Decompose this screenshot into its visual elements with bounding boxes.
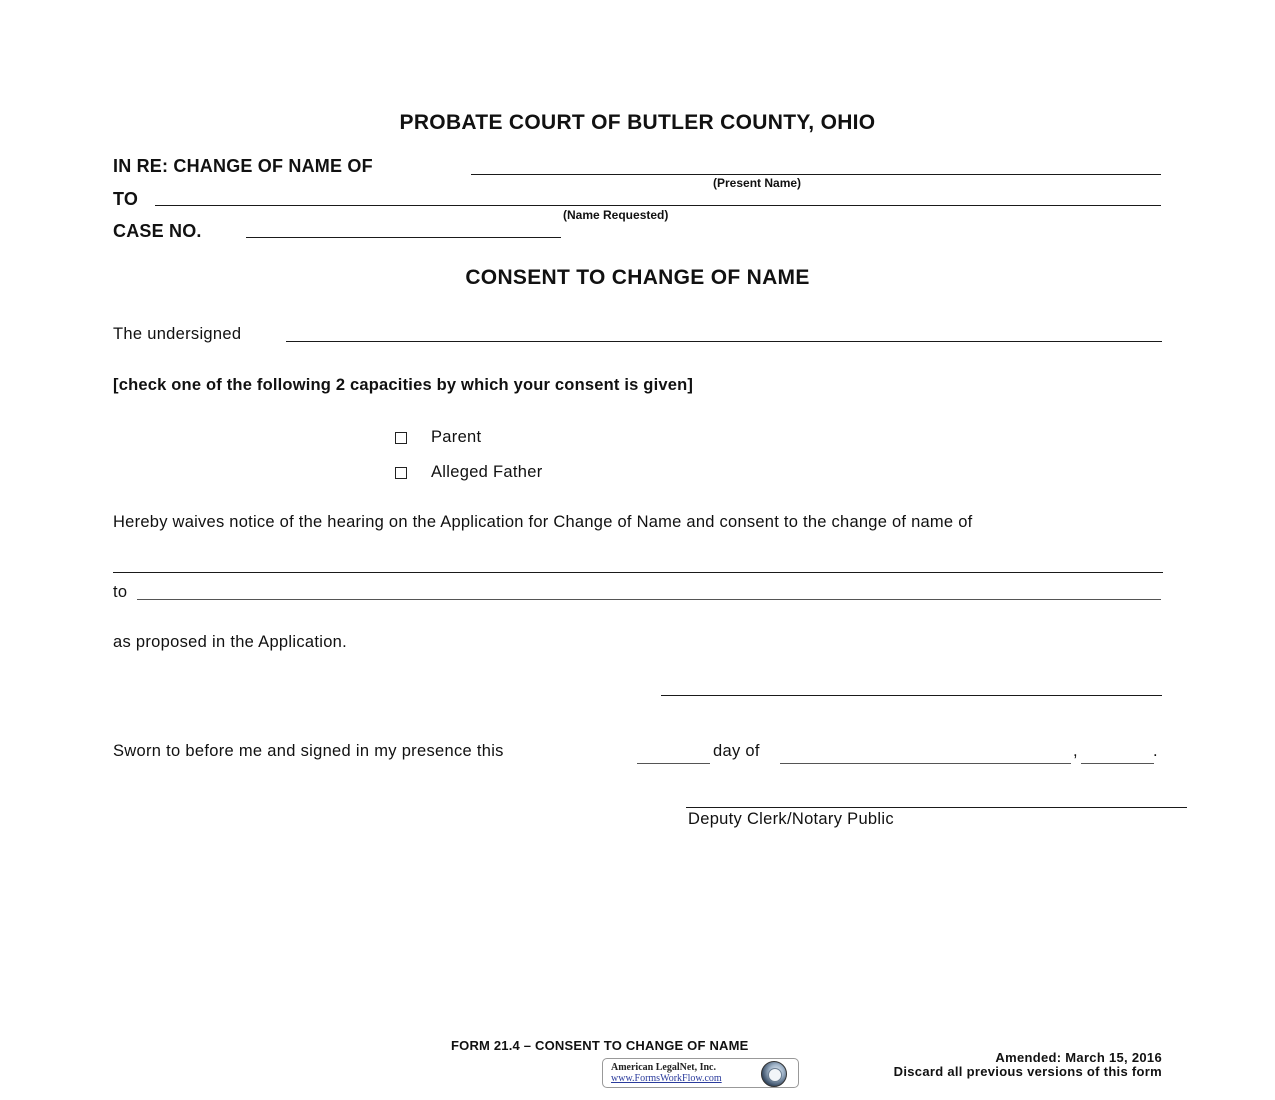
year-field[interactable] [1081, 763, 1154, 764]
undersigned-field[interactable] [286, 341, 1162, 342]
waiver-text: Hereby waives notice of the hearing on the Application for Change of Name and consent to the change of name of [113, 513, 973, 531]
name-requested-caption: (Name Requested) [563, 208, 669, 222]
court-title: PROBATE COURT OF BUTLER COUNTY, OHIO [399, 111, 876, 134]
to-name-label: to [113, 583, 128, 601]
amended-date: Amended: March 15, 2016 [995, 1050, 1162, 1065]
case-no-label: CASE NO. [113, 221, 202, 241]
sworn-text: Sworn to before me and signed in my presence this [113, 742, 504, 760]
month-field[interactable] [780, 763, 1071, 764]
current-name-field[interactable] [113, 572, 1163, 573]
comma: , [1073, 742, 1078, 760]
undersigned-label: The undersigned [113, 325, 242, 343]
day-field[interactable] [637, 763, 710, 764]
to-label: TO [113, 189, 139, 209]
notary-signature-field[interactable] [686, 807, 1187, 808]
signature-field[interactable] [661, 695, 1162, 696]
discard-note: Discard all previous versions of this form [893, 1064, 1162, 1079]
form-title: CONSENT TO CHANGE OF NAME [465, 266, 810, 289]
name-requested-field[interactable] [155, 205, 1161, 206]
period: . [1153, 742, 1158, 760]
in-re-label: IN RE: CHANGE OF NAME OF [113, 156, 373, 176]
proposed-text: as proposed in the Application. [113, 633, 348, 651]
logo-company-name: American LegalNet, Inc. [611, 1062, 716, 1073]
form-id: FORM 21.4 – CONSENT TO CHANGE OF NAME [451, 1038, 749, 1053]
american-legalnet-logo[interactable] [602, 1058, 799, 1088]
present-name-field[interactable] [471, 174, 1161, 175]
globe-icon [761, 1061, 787, 1087]
parent-checkbox[interactable] [395, 432, 407, 444]
capacity-instruction: [check one of the following 2 capacities by which your consent is given] [113, 376, 694, 394]
present-name-caption: (Present Name) [713, 176, 802, 190]
notary-label: Deputy Clerk/Notary Public [688, 810, 894, 828]
new-name-field[interactable] [137, 599, 1161, 600]
logo-url-link[interactable]: www.FormsWorkFlow.com [611, 1073, 722, 1084]
day-of-label: day of [713, 742, 760, 760]
alleged-father-label: Alleged Father [431, 463, 543, 481]
case-no-field[interactable] [246, 237, 561, 238]
alleged-father-checkbox[interactable] [395, 467, 407, 479]
parent-label: Parent [431, 428, 482, 446]
